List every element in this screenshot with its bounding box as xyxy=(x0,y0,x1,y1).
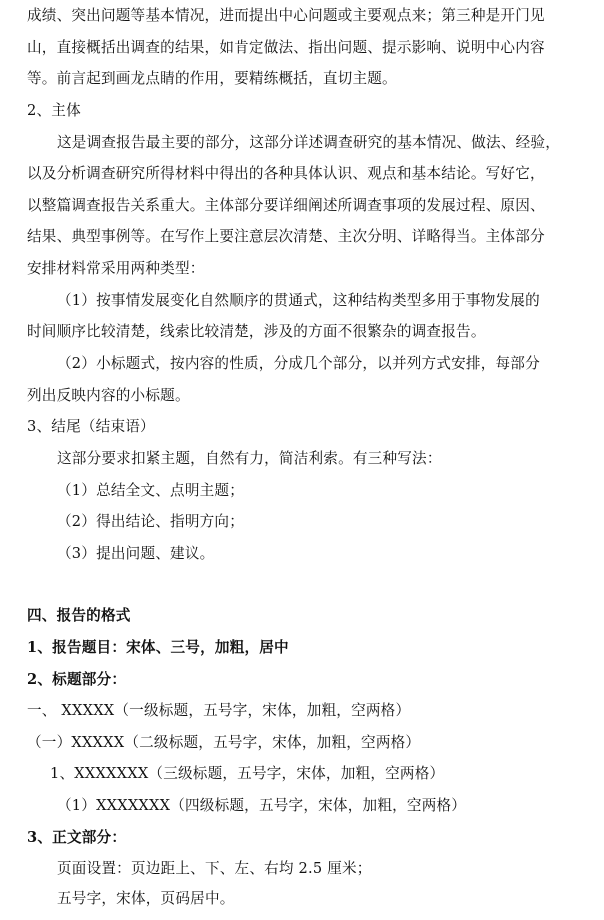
conclusion-item-2: （2）得出结论、指明方向； xyxy=(57,513,245,530)
conclusion-item-3: （3）提出问题、建议。 xyxy=(57,545,215,562)
body-paragraph-line-1: 这是调查报告最主要的部分，这部分详述调查研究的基本情况、做法、经验， xyxy=(57,134,560,151)
heading-level-4-example: （1）XXXXXXX（四级标题，五号字，宋体，加粗，空两格） xyxy=(57,797,467,814)
heading-level-2-example: （一）XXXXX（二级标题，五号字，宋体，加粗，空两格） xyxy=(27,734,421,751)
page-setup-line: 页面设置：页边距上、下、左、右均 2.5 厘米； xyxy=(57,860,372,877)
body-paragraph-line-4: 结果、典型事例等。在写作上要注意层次清楚、主次分明、详略得当。主体部分 xyxy=(27,228,545,245)
conclusion-paragraph: 这部分要求扣紧主题，自然有力，简洁利索。有三种写法： xyxy=(57,450,442,467)
heading-level-3-example: 1、XXXXXXX（三级标题，五号字，宋体，加粗，空两格） xyxy=(50,765,445,782)
conclusion-item-1: （1）总结全文、点明主题； xyxy=(57,482,245,499)
section-heading-conclusion: 3、结尾（结束语） xyxy=(27,418,155,435)
list-item-2-line-1: （2）小标题式，按内容的性质，分成几个部分，以并列方式安排，每部分 xyxy=(57,355,540,372)
body-paragraph-line-5: 安排材料常采用两种类型： xyxy=(27,260,205,277)
list-item-2-line-2: 列出反映内容的小标题。 xyxy=(27,387,190,404)
list-item-1-line-2: 时间顺序比较清楚，线索比较清楚，涉及的方面不很繁杂的调查报告。 xyxy=(27,323,486,340)
heading-level-1-example: 一、 XXXXX（一级标题，五号字，宋体，加粗，空两格） xyxy=(27,702,411,719)
intro-line-1: 成绩、突出问题等基本情况，进而提出中心问题或主要观点来；第三种是开门见 xyxy=(27,7,545,24)
format-item-body-text: 3、正文部分： xyxy=(27,829,127,846)
section-heading-main-body: 2、主体 xyxy=(27,102,81,119)
body-paragraph-line-2: 以及分析调查研究所得材料中得出的各种具体认识、观点和基本结论。写好它， xyxy=(27,165,545,182)
list-item-1-line-1: （1）按事情发展变化自然顺序的贯通式，这种结构类型多用于事物发展的 xyxy=(57,292,540,309)
format-item-title: 1、报告题目：宋体、三号，加粗，居中 xyxy=(27,639,289,656)
format-item-headings: 2、标题部分： xyxy=(27,671,127,688)
intro-line-3: 等。前言起到画龙点睛的作用，要精练概括，直切主题。 xyxy=(27,70,397,87)
intro-line-2: 山，直接概括出调查的结果，如肯定做法、指出问题、提示影响、说明中心内容 xyxy=(27,39,545,56)
body-paragraph-line-3: 以整篇调查报告关系重大。主体部分要详细阐述所调查事项的发展过程、原因、 xyxy=(27,197,545,214)
section-heading-report-format: 四、报告的格式 xyxy=(27,607,131,624)
font-setup-line: 五号字，宋体，页码居中。 xyxy=(57,890,235,907)
